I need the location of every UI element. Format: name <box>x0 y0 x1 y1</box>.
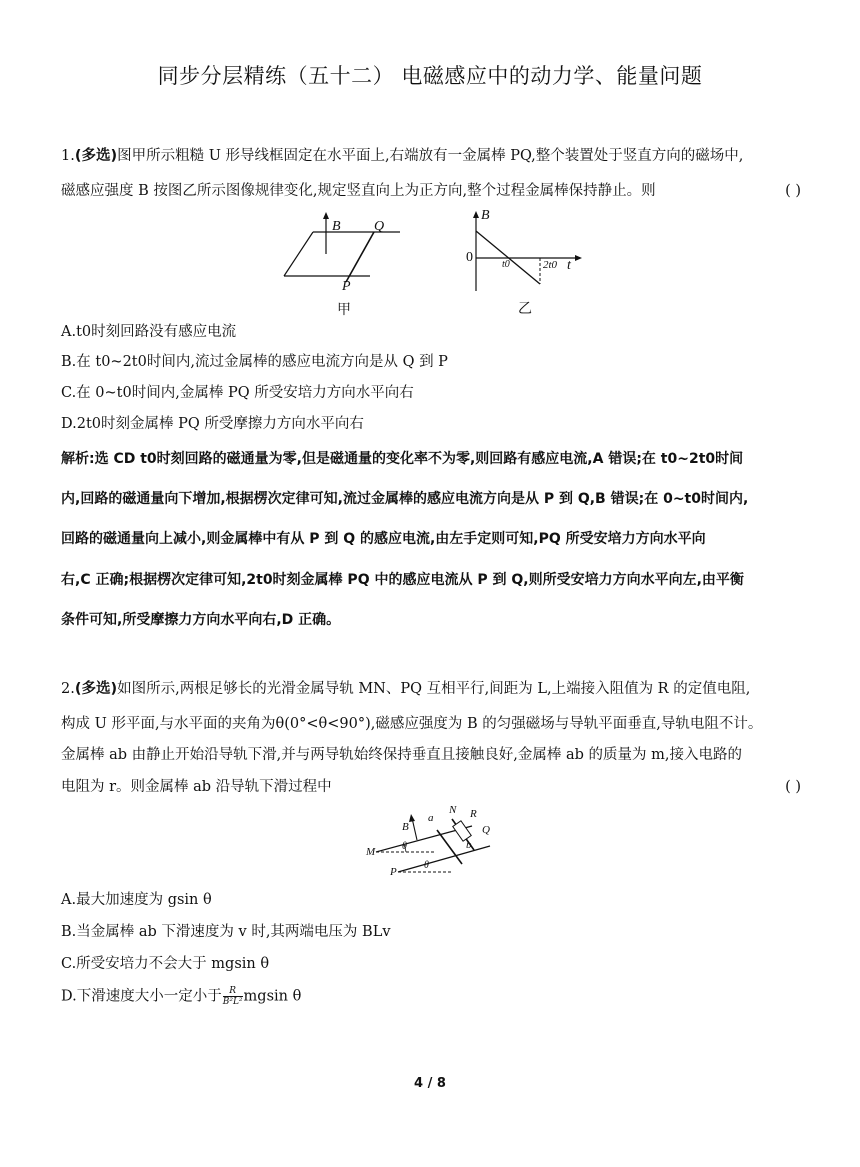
q1-figure-yi <box>462 208 592 293</box>
q1-analysis-line5: 条件可知,所受摩擦力方向水平向右,D 正确。 <box>61 612 341 628</box>
q2-label-M: M <box>366 846 376 858</box>
q2-stem-line3: 金属棒 ab 由静止开始沿导轨下滑,并与两导轨始终保持垂直且接触良好,金属棒 ab 的质量为 m,接入电路的 <box>61 747 742 763</box>
q1-yi-label-2t0: 2t0 <box>543 259 558 271</box>
q1-analysis-line3: 回路的磁通量向上减小,则金属棒中有从 P 到 Q 的感应电流,由左手定则可知,PQ 所受安培力方向水平向 <box>61 531 706 547</box>
q2-stem-line1 <box>61 679 801 699</box>
q2-label-B: B <box>402 821 409 833</box>
q1-stem-text1: 图甲所示粗糙 U 形导线框固定在水平面上,右端放有一金属棒 PQ,整个装置处于竖直方向的磁场中, <box>117 148 744 164</box>
q1-jia-label-Q: Q <box>374 219 385 234</box>
q1-yi-caption: 乙 <box>518 301 532 317</box>
q2-label-b: b <box>466 839 472 851</box>
q2-option-d <box>61 986 801 1007</box>
q2-option-d-prefix: D.下滑速度大小一定小于 <box>61 988 222 1005</box>
q2-label-N: N <box>449 804 457 816</box>
q1-stem-line2 <box>61 181 801 201</box>
q2-number: 2. <box>61 681 75 697</box>
q2-label-Q: Q <box>482 824 490 836</box>
q2-option-d-numerator: R <box>223 986 243 997</box>
q1-figure-jia <box>278 210 408 300</box>
q1-number: 1. <box>61 148 75 164</box>
q1-jia-caption: 甲 <box>337 302 351 318</box>
q1-answer-paren: ( ) <box>785 183 801 199</box>
q2-option-c: C.所受安培力不会大于 mgsin θ <box>61 956 270 972</box>
q1-analysis-line4: 右,C 正确;根据楞次定律可知,2t0时刻金属棒 PQ 中的感应电流从 P 到 Q,则所受安培力方向水平向左,由平衡 <box>61 572 744 588</box>
q2-option-d-suffix: mgsin θ <box>243 988 302 1005</box>
q2-label-theta1: θ <box>402 841 407 852</box>
q1-multi-tag: (多选) <box>74 148 118 164</box>
q1-analysis-line2: 内,回路的磁通量向下增加,根据楞次定律可知,流过金属棒的感应电流方向是从 P 到 Q,B 错误;在 0~t0时间内, <box>61 491 749 507</box>
q2-label-a: a <box>428 812 434 824</box>
q1-jia-label-P: P <box>342 279 351 294</box>
q1-option-b: B.在 t0~2t0时间内,流过金属棒的感应电流方向是从 Q 到 P <box>61 354 448 370</box>
q2-multi-tag: (多选) <box>74 681 118 697</box>
q1-stem-line1 <box>61 146 801 166</box>
q2-label-theta2: θ <box>424 860 429 871</box>
q2-answer-paren: ( ) <box>785 779 801 795</box>
q1-yi-label-t0: t0 <box>502 259 510 270</box>
q2-stem-line4 <box>61 777 801 797</box>
q1-yi-label-B: B <box>481 208 490 223</box>
q1-yi-label-t: t <box>567 258 571 273</box>
q2-label-R: R <box>470 808 477 820</box>
inclined-rails-diagram <box>362 804 512 882</box>
q2-option-d-fraction <box>223 986 243 1007</box>
q2-option-a: A.最大加速度为 gsin θ <box>61 892 212 908</box>
page-title: 同步分层精练（五十二） 电磁感应中的动力学、能量问题 <box>157 64 703 88</box>
q2-option-b: B.当金属棒 ab 下滑速度为 v 时,其两端电压为 BLv <box>61 924 391 940</box>
q1-yi-label-zero: 0 <box>466 250 473 265</box>
q1-jia-label-B: B <box>332 219 341 234</box>
q2-stem-text4: 电阻为 r。则金属棒 ab 沿导轨下滑过程中 <box>61 779 332 795</box>
q2-stem-line2: 构成 U 形平面,与水平面的夹角为θ(0°<θ<90°),磁感应强度为 B 的匀强磁场与导轨平面垂直,导轨电阻不计。 <box>61 716 763 732</box>
page-number: 4 / 8 <box>414 1076 446 1091</box>
q2-stem-text1: 如图所示,两根足够长的光滑金属导轨 MN、PQ 互相平行,间距为 L,上端接入阻值为 R 的定值电阻, <box>117 681 751 697</box>
q2-figure <box>362 804 512 882</box>
q1-stem-text2: 磁感应强度 B 按图乙所示图像规律变化,规定竖直向上为正方向,整个过程金属棒保持静止。则 <box>61 183 656 199</box>
q1-option-d: D.2t0时刻金属棒 PQ 所受摩擦力方向水平向右 <box>61 416 364 432</box>
q1-option-a: A.t0时刻回路没有感应电流 <box>61 324 237 340</box>
q2-option-d-denominator: B²L² <box>222 997 243 1007</box>
q1-analysis-line1: 解析:选 CD t0时刻回路的磁通量为零,但是磁通量的变化率不为零,则回路有感应电流,A 错误;在 t0~2t0时间 <box>61 451 744 467</box>
q1-option-c: C.在 0~t0时间内,金属棒 PQ 所受安培力方向水平向右 <box>61 385 414 401</box>
q2-label-P: P <box>390 866 397 878</box>
